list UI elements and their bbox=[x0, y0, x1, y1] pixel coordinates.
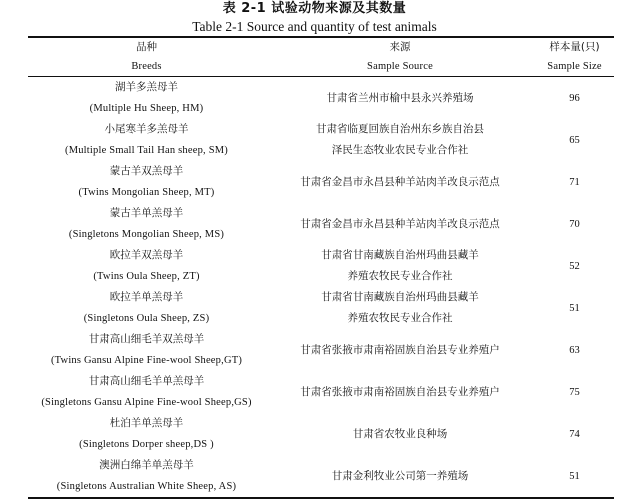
table-row bbox=[28, 455, 614, 498]
sample-size: 63 bbox=[569, 344, 580, 356]
table-row bbox=[28, 77, 614, 120]
source-line: 泽民生态牧业农民专业合作社 bbox=[331, 144, 469, 156]
breed-name-cn: 甘肃高山细毛羊单羔母羊 bbox=[88, 375, 205, 387]
sample-size: 65 bbox=[569, 134, 580, 146]
header-source-en: Sample Source bbox=[265, 57, 535, 77]
source-line: 甘肃省张掖市肃南裕固族自治县专业养殖户 bbox=[300, 343, 500, 356]
header-size-en: Sample Size bbox=[535, 57, 614, 77]
table-row bbox=[28, 203, 614, 245]
source-line: 甘肃省临夏回族自治州东乡族自治县 bbox=[316, 123, 484, 135]
breed-name-cn: 欧拉羊单羔母羊 bbox=[109, 291, 184, 303]
source-line: 甘肃省甘南藏族自治州玛曲县藏羊 bbox=[321, 291, 479, 303]
breed-name-en: (Multiple Small Tail Han sheep, SM) bbox=[65, 145, 228, 156]
source-line: 养殖农牧民专业合作社 bbox=[347, 270, 453, 282]
source-cell bbox=[265, 161, 535, 203]
sample-size: 74 bbox=[569, 428, 580, 440]
source-line: 甘肃金利牧业公司第一养殖场 bbox=[331, 469, 469, 482]
source-line: 甘肃省兰州市榆中县永兴养殖场 bbox=[326, 91, 474, 104]
source-cell bbox=[265, 413, 535, 455]
table-row bbox=[28, 413, 614, 455]
table-caption-en: Table 2-1 Source and quantity of test animals bbox=[192, 19, 437, 34]
header-row-en bbox=[28, 57, 614, 77]
header-breed-cn: 品种 bbox=[136, 41, 157, 53]
header-source-cn: 来源 bbox=[389, 41, 411, 53]
sample-size: 51 bbox=[569, 302, 580, 314]
breed-name-en: (Multiple Hu Sheep, HM) bbox=[89, 103, 204, 114]
sample-size: 70 bbox=[569, 218, 580, 230]
breed-name-en: (Singletons Dorper sheep,DS ) bbox=[79, 439, 214, 450]
breed-name-cn: 杜泊羊单羔母羊 bbox=[109, 417, 184, 429]
breed-name-cn: 欧拉羊双羔母羊 bbox=[109, 249, 184, 261]
source-line: 甘肃省金昌市永昌县种羊站肉羊改良示范点 bbox=[300, 175, 500, 188]
table-row bbox=[28, 119, 614, 161]
breed-name-cn: 蒙古羊双羔母羊 bbox=[109, 165, 184, 177]
breed-cell bbox=[28, 455, 265, 498]
table-row bbox=[28, 245, 614, 287]
breed-name-cn: 湖羊多羔母羊 bbox=[115, 81, 178, 93]
table-row bbox=[28, 329, 614, 371]
source-line: 甘肃省甘南藏族自治州玛曲县藏羊 bbox=[321, 249, 479, 261]
animal-source-table bbox=[28, 36, 614, 499]
source-cell bbox=[265, 371, 535, 413]
source-cell bbox=[265, 455, 535, 498]
breed-cell bbox=[28, 329, 265, 371]
source-cell bbox=[265, 119, 535, 161]
table-row bbox=[28, 161, 614, 203]
source-cell bbox=[265, 203, 535, 245]
breed-cell bbox=[28, 203, 265, 245]
sample-size: 96 bbox=[569, 92, 580, 104]
breed-name-cn: 小尾寒羊多羔母羊 bbox=[104, 123, 189, 135]
sample-size: 75 bbox=[569, 386, 580, 398]
breed-cell bbox=[28, 245, 265, 287]
source-cell bbox=[265, 329, 535, 371]
breed-name-en: (Twins Gansu Alpine Fine-wool Sheep,GT) bbox=[50, 355, 243, 366]
source-cell bbox=[265, 77, 535, 120]
breed-name-cn: 澳洲白绵羊单羔母羊 bbox=[99, 459, 194, 471]
table-caption-cn: 表 2-1 试验动物来源及其数量 bbox=[222, 1, 407, 16]
source-line: 养殖农牧民专业合作社 bbox=[347, 312, 453, 324]
breed-name-cn: 蒙古羊单羔母羊 bbox=[109, 207, 184, 219]
breed-cell bbox=[28, 287, 265, 329]
sample-size: 71 bbox=[569, 176, 580, 188]
breed-cell bbox=[28, 77, 265, 120]
header-breed-en: Breeds bbox=[28, 57, 265, 77]
source-cell bbox=[265, 287, 535, 329]
breed-cell bbox=[28, 413, 265, 455]
sample-size: 51 bbox=[569, 470, 580, 482]
source-line: 甘肃省农牧业良种场 bbox=[352, 427, 448, 440]
breed-cell bbox=[28, 119, 265, 161]
breed-name-en: (Singletons Gansu Alpine Fine-wool Sheep,GS) bbox=[41, 397, 252, 408]
source-cell bbox=[265, 245, 535, 287]
breed-name-en: (Singletons Mongolian Sheep, MS) bbox=[68, 229, 225, 240]
breed-name-en: (Twins Mongolian Sheep, MT) bbox=[78, 187, 215, 198]
breed-cell bbox=[28, 371, 265, 413]
breed-name-en: (Singletons Australian White Sheep, AS) bbox=[56, 481, 237, 492]
table-row bbox=[28, 287, 614, 329]
breed-name-en: (Singletons Oula Sheep, ZS) bbox=[83, 313, 210, 324]
table-row bbox=[28, 371, 614, 413]
header-row-cn bbox=[28, 37, 614, 57]
breed-cell bbox=[28, 161, 265, 203]
breed-name-cn: 甘肃高山细毛羊双羔母羊 bbox=[88, 333, 205, 345]
source-line: 甘肃省张掖市肃南裕固族自治县专业养殖户 bbox=[300, 385, 500, 398]
source-line: 甘肃省金昌市永昌县种羊站肉羊改良示范点 bbox=[300, 217, 500, 230]
breed-name-en: (Twins Oula Sheep, ZT) bbox=[93, 271, 200, 282]
sample-size: 52 bbox=[569, 260, 580, 272]
header-size-cn: 样本量(只) bbox=[549, 41, 600, 53]
